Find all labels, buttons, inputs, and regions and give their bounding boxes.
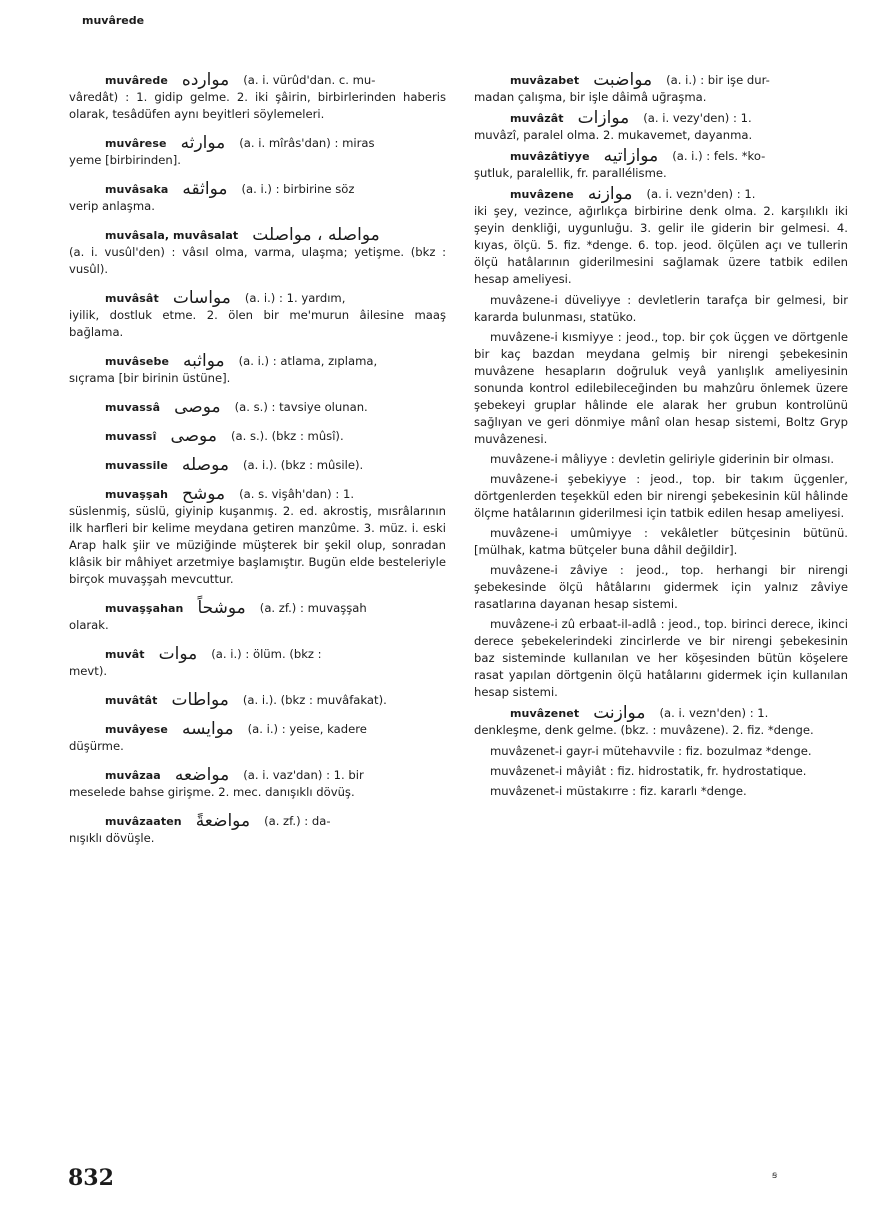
sub-entry: muvâzene-i kısmiyye : jeod., top. bir çok üçgen ve dörtgenle bir kaç bazdan meydana gelmiş bir nirengi şebekesinin muvâzene hesapların doğruluk veyâ yanlışlık ameliyesinin sonunda kontrol edilebileceğinden bu mahzûru önlemek üzere şebekeyi gruplar hâlinde ele alarak her grubun kontrolünü sağlıyan ve geri dönmiye mânî olan hesap sistemi, Boltz Gryp muvâzenesi. — [474, 330, 848, 446]
dictionary-entry — [474, 705, 848, 739]
entry-header — [69, 72, 446, 89]
arabic-script: مواصله ، مواصلت — [252, 225, 380, 245]
definition: sıçrama [bir birinin üstüne]. — [69, 371, 231, 385]
arabic-script: مواطات — [171, 690, 229, 710]
arabic-script: موات — [158, 644, 198, 664]
headword: muvassile — [105, 459, 168, 472]
entry-header — [69, 813, 446, 830]
dictionary-entry — [474, 72, 848, 106]
dictionary-entry — [474, 186, 848, 288]
left-column — [69, 72, 446, 859]
entry-header — [69, 353, 446, 370]
grammar-note: (a. s. vişâh'dan) : 1. — [239, 487, 355, 501]
entry-header — [474, 186, 848, 203]
arabic-script: موصى — [174, 397, 221, 417]
definition: meselede bahse girişme. 2. mec. danışıklı dövüş. — [69, 785, 355, 799]
arabic-script: مواضبت — [593, 70, 653, 90]
entry-header — [69, 692, 446, 709]
arabic-script: موارثه — [180, 133, 226, 153]
dictionary-entry — [69, 135, 446, 169]
arabic-script: مواضعةً — [195, 811, 251, 831]
right-column — [474, 72, 848, 804]
entry-header — [69, 290, 446, 307]
running-head: muvârede — [82, 14, 145, 27]
corner-mark: ꞩ — [772, 1170, 778, 1181]
grammar-note: (a. i. mîrâs'dan) : miras — [239, 136, 375, 150]
definition: iyilik, dostluk etme. 2. ölen bir me'murun âilesine maaş bağlama. — [69, 308, 446, 339]
grammar-note: (a. i. vaz'dan) : 1. bir — [243, 768, 364, 782]
arabic-script: مواثقه — [182, 179, 228, 199]
entry-header — [69, 457, 446, 474]
arabic-script: موشحاً — [197, 598, 246, 618]
definition: denkleşme, denk gelme. (bkz. : muvâzene). 2. fiz. *denge. — [474, 723, 814, 737]
page-number: 832 — [68, 1165, 114, 1191]
grammar-note: (a. i.) : atlama, zıplama, — [238, 354, 378, 368]
dictionary-entry — [69, 399, 446, 416]
grammar-note: (a. i.) : birbirine söz — [241, 182, 355, 196]
definition: verip anlaşma. — [69, 199, 155, 213]
sub-entry: muvâzene-i şebekiyye : jeod., top. bir takım üçgenler, dörtgenlerden teşekkül eden bir nirengi şebekesinin kül hâlinde ölçme hatâlarının giderilmesi için tatbik edilen hesap ameliyesi. — [474, 472, 848, 520]
entry-header — [69, 486, 446, 503]
headword: muvâzene — [510, 188, 574, 201]
headword: muvâtât — [105, 694, 158, 707]
arabic-script: موايسه — [182, 719, 234, 739]
entry-header — [474, 72, 848, 89]
grammar-note: (a. i. vezn'den) : 1. — [646, 187, 756, 201]
entry-header — [474, 110, 848, 127]
grammar-note: (a. i.). (bkz : mûsile). — [242, 458, 364, 472]
grammar-note: (a. i.) : yeise, kadere — [247, 722, 367, 736]
dictionary-entry — [69, 486, 446, 588]
sub-entry: muvâzene-i düveliyye : devletlerin tarafça bir gelmesi, bir kararda bulunması, statüko. — [474, 293, 848, 324]
entry-header — [69, 399, 446, 416]
dictionary-entry — [69, 227, 446, 278]
entry-header — [69, 181, 446, 198]
definition: mevt). — [69, 664, 108, 678]
headword: muvaşşah — [105, 488, 169, 501]
entry-header — [69, 428, 446, 445]
definition: olarak. — [69, 618, 109, 632]
definition: nışıklı dövüşle. — [69, 831, 155, 845]
sub-entry: muvâzene-i mâliyye : devletin geliriyle giderinin bir olması. — [490, 452, 835, 466]
entry-header — [69, 135, 446, 152]
arabic-script: موصله — [181, 455, 229, 475]
entry-header — [69, 721, 446, 738]
headword: muvâsât — [105, 292, 159, 305]
headword: muvât — [105, 648, 145, 661]
definition: düşürme. — [69, 739, 124, 753]
arabic-script: مواضعه — [174, 765, 230, 785]
dictionary-entry — [69, 721, 446, 755]
grammar-note: (a. zf.) : da- — [264, 814, 331, 828]
definition: yeme [birbirinden]. — [69, 153, 181, 167]
definition: muvâzî, paralel olma. 2. mukavemet, dayanma. — [474, 128, 753, 142]
headword: muvâzâtiyye — [510, 150, 590, 163]
sub-entry: muvâzenet-i gayr-i mütehavvile : fiz. bozulmaz *denge. — [490, 744, 812, 758]
entry-header — [69, 227, 446, 244]
definition: (a. i. vusûl'den) : vâsıl olma, varma, ulaşma; yetişme. (bkz : vusûl). — [69, 245, 446, 276]
headword: muvâzabet — [510, 74, 580, 87]
entry-header — [474, 148, 848, 165]
headword: muvaşşahan — [105, 602, 184, 615]
arabic-script: مواسات — [172, 288, 231, 308]
grammar-note: (a. i.) : bir işe dur- — [666, 73, 770, 87]
dictionary-entry — [474, 148, 848, 182]
grammar-note: (a. i.) : fels. *ko- — [672, 149, 766, 163]
dictionary-entry — [474, 292, 848, 701]
dictionary-entry — [69, 457, 446, 474]
entry-header — [69, 646, 446, 663]
headword: muvâzât — [510, 112, 564, 125]
dictionary-entry — [69, 813, 446, 847]
grammar-note: (a. i. vezy'den) : 1. — [643, 111, 752, 125]
headword: muvâsebe — [105, 355, 170, 368]
definition: iki şey, vezince, ağırlıkça birbirine denk olma. 2. karşılıklı iki şeyin denkliği, uygunluğu. 3. gelir ile giderin bir gelmesi. 4. kıyas, ölçü. 5. fiz. *denge. 6. top. jeod. ölçülen açı ve tullerin ölçü hatâlarının giderilmesini sağlamak üzere tatbik edilen hesap ameliyesi. — [474, 204, 848, 286]
headword: muvâsala, muvâsalat — [105, 229, 239, 242]
headword: muvassâ — [105, 401, 161, 414]
sub-entry: muvâzenet-i müstakırre : fiz. kararlı *denge. — [490, 784, 747, 798]
sub-entry: muvâzenet-i mâyiât : fiz. hidrostatik, fr. hydrostatique. — [490, 764, 807, 778]
dictionary-entry — [69, 646, 446, 680]
arabic-script: موصى — [170, 426, 217, 446]
definition: şutluk, paralellik, fr. parallélisme. — [474, 166, 667, 180]
dictionary-entry — [474, 743, 848, 800]
grammar-note: (a. i.) : ölüm. (bkz : — [211, 647, 322, 661]
grammar-note: (a. zf.) : muvaşşah — [259, 601, 367, 615]
arabic-script: موازنه — [587, 184, 633, 204]
arabic-script: موازنت — [593, 703, 646, 723]
dictionary-entry — [69, 600, 446, 634]
grammar-note: (a. s.) : tavsiye olunan. — [234, 400, 368, 414]
arabic-script: مواثبه — [183, 351, 225, 371]
entry-header — [69, 767, 446, 784]
grammar-note: (a. i.). (bkz : muvâfakat). — [242, 693, 387, 707]
arabic-script: موشح — [182, 484, 226, 504]
dictionary-entry — [69, 290, 446, 341]
headword: muvassî — [105, 430, 157, 443]
grammar-note: (a. i.) : 1. yardım, — [244, 291, 346, 305]
headword: muvârese — [105, 137, 167, 150]
headword: muvâzaa — [105, 769, 161, 782]
dictionary-entry — [69, 353, 446, 387]
headword: muvârede — [105, 74, 168, 87]
dictionary-entry — [69, 181, 446, 215]
headword: muvâyese — [105, 723, 168, 736]
grammar-note: (a. s.). (bkz : mûsî). — [230, 429, 344, 443]
definition: süslenmiş, süslü, giyinip kuşanmış. 2. ed. akrostiş, mısrâlarının ilk harfleri bir kelime meydana getiren manzûme. 3. müz. i. eski Arap halk şiir ve müziğinde müşterek bir şekil olup, sonradan klâsik bir mâhiyet arzetmiye başlamıştır. Bugün elde besteleriyle birçok muvaşşah mevcuttur. — [69, 504, 446, 586]
sub-entry: muvâzene-i umûmiyye : vekâletler bütçesinin bütünü. [mülhak, katma bütçeler buna dâhil değildir]. — [474, 526, 848, 557]
arabic-script: موازاتيه — [603, 146, 659, 166]
entry-header — [474, 705, 848, 722]
headword: muvâsaka — [105, 183, 169, 196]
sub-entry: muvâzene-i zâviye : jeod., top. herhangi bir nirengi şebekesinde ölçü hâtâlarını gidermek için yalnız zâviye rasatlarına dayanan hesap sistemi. — [474, 563, 848, 611]
dictionary-entry — [69, 692, 446, 709]
headword: muvâzaaten — [105, 815, 182, 828]
headword: muvâzenet — [510, 707, 580, 720]
grammar-note: (a. i. vürûd'dan. c. mu- — [243, 73, 376, 87]
dictionary-entry — [69, 767, 446, 801]
arabic-script: موازات — [577, 108, 630, 128]
dictionary-entry — [69, 72, 446, 123]
sub-entry: muvâzene-i zû erbaat-il-adlâ : jeod., top. birinci derece, ikinci derece şebekelerindeki zincirlerde ve bir nirengi şebekesinin baz sisteminde kullanılan ve her köşesinden bütün köşelere rasat yapılan dörtgenin ölçü hatâlarını gidermek için kullanılan hesap sistemi. — [474, 617, 848, 699]
definition: madan çalışma, bir işle dâimâ uğraşma. — [474, 90, 707, 104]
dictionary-entry — [69, 428, 446, 445]
arabic-script: موارده — [181, 70, 230, 90]
entry-header — [69, 600, 446, 617]
dictionary-entry — [474, 110, 848, 144]
definition: vâredât) : 1. gidip gelme. 2. iki şâirin, birbirlerinden haberis olarak, tesâdüfen aynı beyitleri söylemeleri. — [69, 90, 446, 121]
grammar-note: (a. i. vezn'den) : 1. — [659, 706, 769, 720]
